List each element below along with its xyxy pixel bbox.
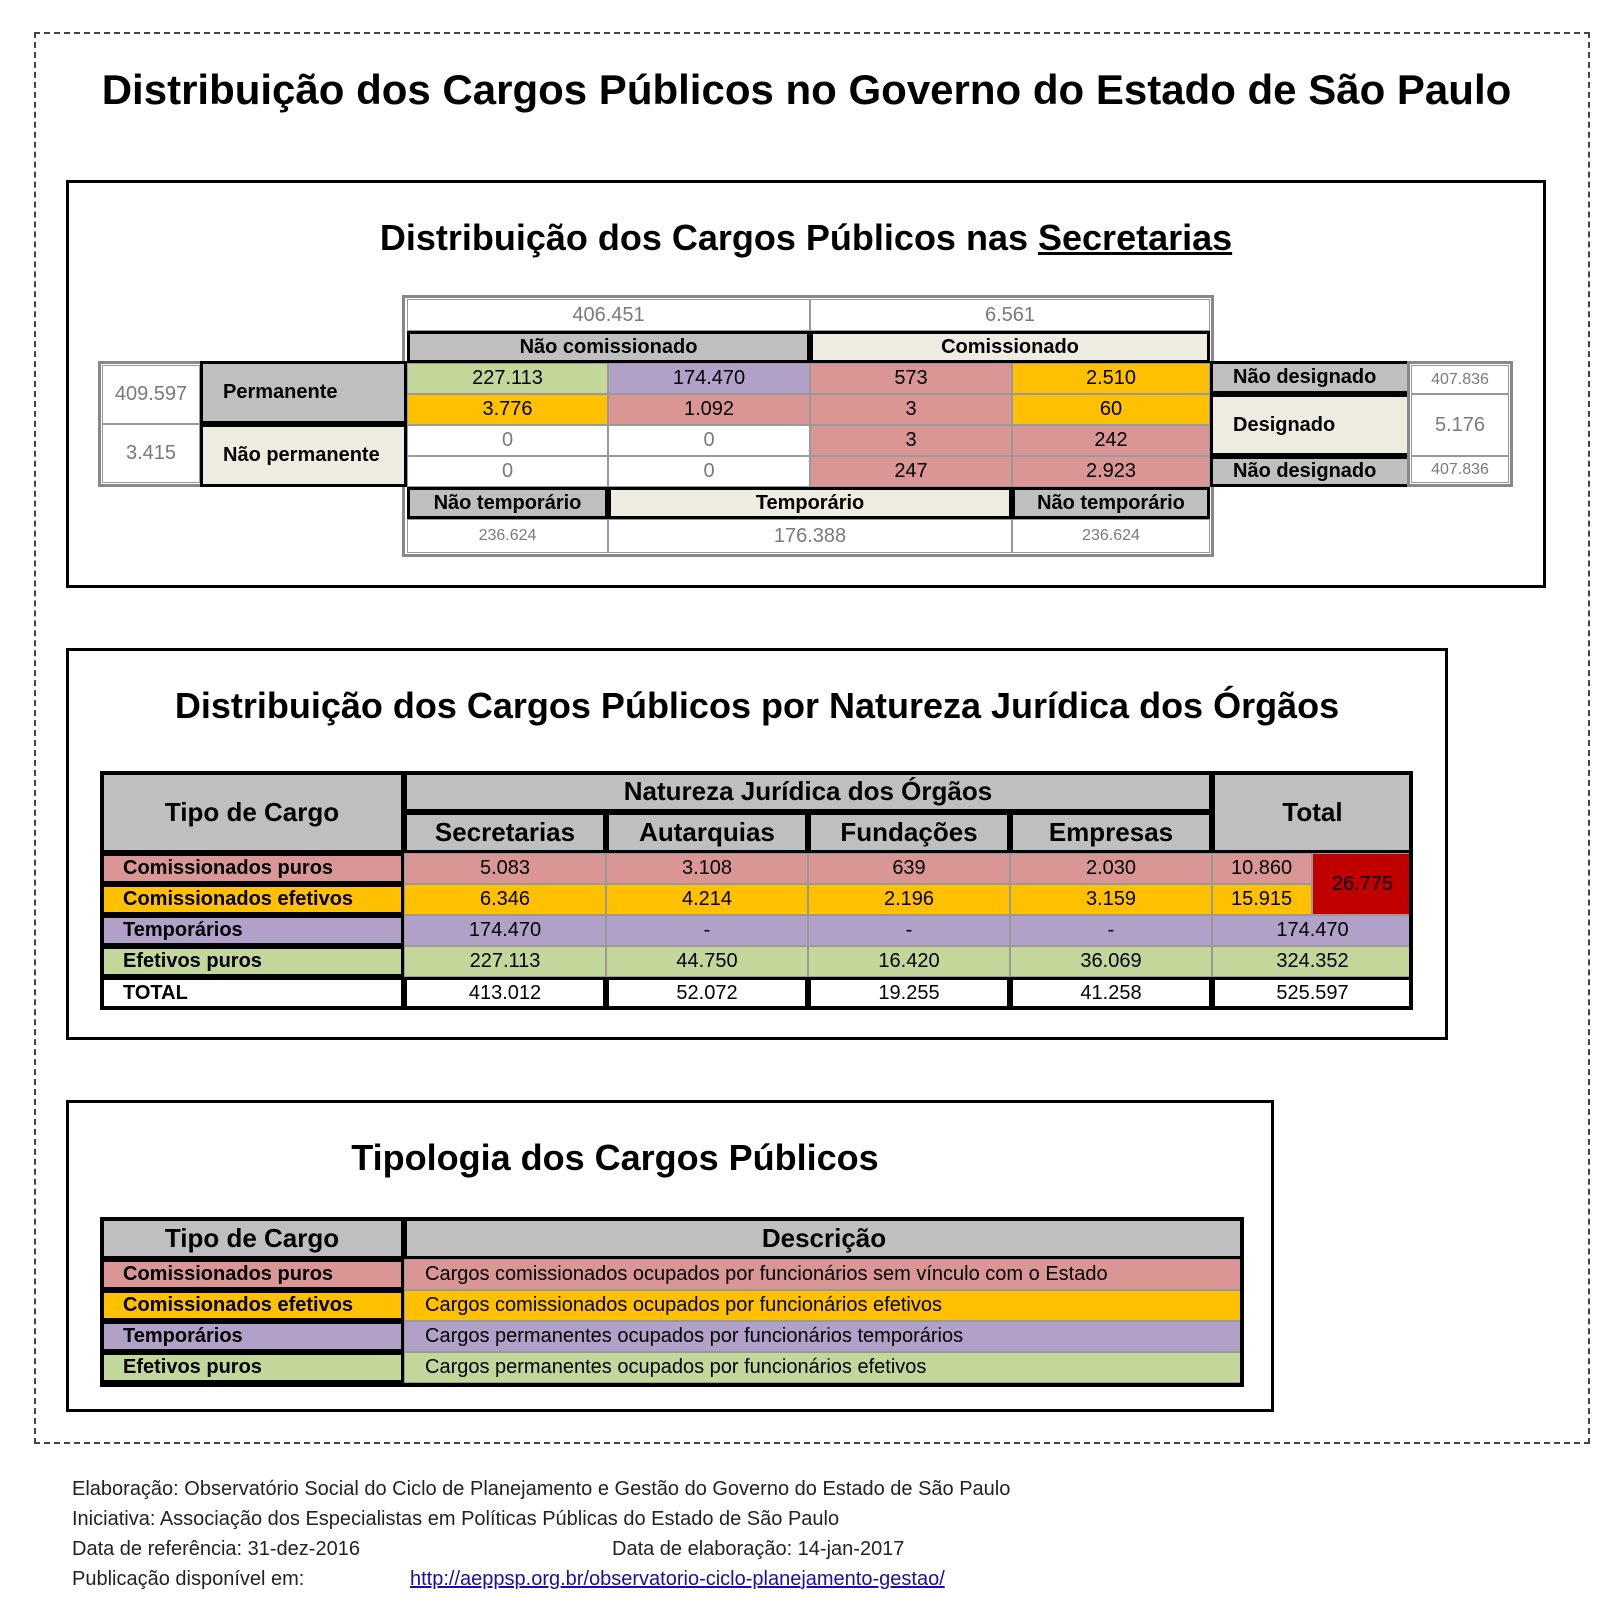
grid-cell: 247 bbox=[810, 456, 1012, 487]
footer-data-elaboracao: Data de elaboração: 14-jan-2017 bbox=[612, 1538, 905, 1560]
footer-iniciativa: Iniciativa: Associação dos Especialistas em Políticas Públicas do Estado de São Paulo bbox=[72, 1508, 840, 1530]
header-comissionado: Comissionado bbox=[810, 331, 1210, 363]
header-nao-comissionado: Não comissionado bbox=[407, 331, 810, 363]
table-cell: 4.214 bbox=[606, 884, 808, 915]
grid-cell: 2.923 bbox=[1012, 456, 1210, 487]
row-label-efetivos-puros: Efetivos puros bbox=[100, 1352, 404, 1383]
grid-cell: 0 bbox=[407, 456, 608, 487]
header-fundacoes: Fundações bbox=[808, 812, 1010, 853]
right-label-designado: Designado bbox=[1210, 394, 1410, 456]
top-total-nao-comissionado: 406.451 bbox=[407, 299, 810, 331]
header-natureza-juridica: Natureza Jurídica dos Órgãos bbox=[404, 771, 1212, 812]
table-cell: 639 bbox=[808, 853, 1010, 884]
table-cell: 2.196 bbox=[808, 884, 1010, 915]
row-label-comissionados-efetivos: Comissionados efetivos bbox=[100, 884, 404, 915]
row-label-permanente: Permanente bbox=[200, 361, 407, 424]
table-cell: - bbox=[606, 915, 808, 946]
natureza-panel-title: Distribuição dos Cargos Públicos por Natureza Jurídica dos Órgãos bbox=[174, 685, 1340, 726]
header-descricao: Descrição bbox=[404, 1217, 1244, 1259]
grid-cell: 3.776 bbox=[407, 394, 608, 425]
grid-cell: 0 bbox=[608, 425, 810, 456]
tipologia-panel-title: Tipologia dos Cargos Públicos bbox=[351, 1137, 879, 1178]
desc-comissionados-efetivos: Cargos comissionados ocupados por funcionários efetivos bbox=[404, 1290, 1244, 1321]
footer-publicacao: Publicação disponível em: bbox=[72, 1568, 305, 1590]
grid-cell: 0 bbox=[608, 456, 810, 487]
bottom-total-nao-temporario-right: 236.624 bbox=[1012, 519, 1210, 553]
table-cell: 227.113 bbox=[404, 946, 606, 977]
footer-data-referencia: Data de referência: 31-dez-2016 bbox=[72, 1538, 360, 1560]
grid-cell: 0 bbox=[407, 425, 608, 456]
right-total-nao-designado-bottom: 407.836 bbox=[1411, 456, 1509, 483]
desc-comissionados-puros: Cargos comissionados ocupados por funcionários sem vínculo com o Estado bbox=[404, 1259, 1244, 1290]
secretarias-panel-title bbox=[69, 217, 1543, 259]
bottom-label-temporario: Temporário bbox=[608, 487, 1012, 519]
bottom-total-temporario: 176.388 bbox=[608, 519, 1012, 553]
grid-cell: 242 bbox=[1012, 425, 1210, 456]
footer-publication-link[interactable]: http://aeppsp.org.br/observatorio-ciclo-planejamento-gestao/ bbox=[410, 1568, 945, 1590]
bottom-label-nao-temporario-right: Não temporário bbox=[1012, 487, 1210, 519]
row-label-comissionados-efetivos: Comissionados efetivos bbox=[100, 1290, 404, 1321]
total-comissionados-efetivos: 15.915 bbox=[1212, 884, 1312, 915]
footer-elaboracao: Elaboração: Observatório Social do Ciclo de Planejamento e Gestão do Governo do Estado de São Paulo bbox=[72, 1478, 1011, 1500]
right-total-nao-designado-top: 407.836 bbox=[1411, 365, 1509, 394]
table-cell: 3.108 bbox=[606, 853, 808, 884]
header-autarquias: Autarquias bbox=[606, 812, 808, 853]
right-total-designado: 5.176 bbox=[1411, 394, 1509, 456]
table-cell: 19.255 bbox=[808, 977, 1010, 1010]
grid-cell: 3 bbox=[810, 425, 1012, 456]
table-cell: 6.346 bbox=[404, 884, 606, 915]
row-total-nao-permanente: 3.415 bbox=[102, 424, 200, 483]
row-label-comissionados-puros: Comissionados puros bbox=[100, 853, 404, 884]
grid-cell: 573 bbox=[810, 363, 1012, 394]
header-total: Total bbox=[1212, 771, 1413, 853]
table-cell: 5.083 bbox=[404, 853, 606, 884]
header-secretarias: Secretarias bbox=[404, 812, 606, 853]
tipologia-panel bbox=[66, 1100, 1274, 1412]
header-tipo-de-cargo: Tipo de Cargo bbox=[100, 1217, 404, 1259]
total-comissionados-combined: 26.775 bbox=[1312, 853, 1413, 915]
header-empresas: Empresas bbox=[1010, 812, 1212, 853]
row-total-permanente: 409.597 bbox=[102, 365, 200, 424]
page-title: Distribuição dos Cargos Públicos no Governo do Estado de São Paulo bbox=[101, 66, 1512, 113]
table-cell: 36.069 bbox=[1010, 946, 1212, 977]
row-label-temporarios: Temporários bbox=[100, 915, 404, 946]
row-label-comissionados-puros: Comissionados puros bbox=[100, 1259, 404, 1290]
table-cell: 3.159 bbox=[1010, 884, 1212, 915]
grid-cell: 3 bbox=[810, 394, 1012, 425]
bottom-total-nao-temporario-left: 236.624 bbox=[407, 519, 608, 553]
total-comissionados-puros: 10.860 bbox=[1212, 853, 1312, 884]
table-cell: - bbox=[1010, 915, 1212, 946]
table-cell: 41.258 bbox=[1010, 977, 1212, 1010]
grid-cell: 174.470 bbox=[608, 363, 810, 394]
row-label-temporarios: Temporários bbox=[100, 1321, 404, 1352]
bottom-label-nao-temporario-left: Não temporário bbox=[407, 487, 608, 519]
row-label-total: TOTAL bbox=[100, 977, 404, 1010]
natureza-panel bbox=[66, 648, 1448, 1040]
desc-temporarios: Cargos permanentes ocupados por funcionários temporários bbox=[404, 1321, 1244, 1352]
total-temporarios: 174.470 bbox=[1212, 915, 1413, 946]
right-label-nao-designado-top: Não designado bbox=[1210, 361, 1410, 394]
top-total-comissionado: 6.561 bbox=[810, 299, 1210, 331]
grid-cell: 60 bbox=[1012, 394, 1210, 425]
title-prefix: Distribuição dos Cargos Públicos nas bbox=[379, 217, 1038, 258]
table-cell: 413.012 bbox=[404, 977, 606, 1010]
table-cell: 44.750 bbox=[606, 946, 808, 977]
table-cell: 52.072 bbox=[606, 977, 808, 1010]
table-cell: 174.470 bbox=[404, 915, 606, 946]
desc-efetivos-puros: Cargos permanentes ocupados por funcionários efetivos bbox=[404, 1352, 1244, 1383]
grid-cell: 1.092 bbox=[608, 394, 810, 425]
row-label-nao-permanente: Não permanente bbox=[200, 424, 407, 487]
total-grand: 525.597 bbox=[1212, 977, 1413, 1010]
table-cell: - bbox=[808, 915, 1010, 946]
row-label-efetivos-puros: Efetivos puros bbox=[100, 946, 404, 977]
secretarias-panel bbox=[66, 180, 1546, 588]
right-label-nao-designado-bottom: Não designado bbox=[1210, 456, 1410, 487]
grid-cell: 2.510 bbox=[1012, 363, 1210, 394]
total-efetivos-puros: 324.352 bbox=[1212, 946, 1413, 977]
grid-cell: 227.113 bbox=[407, 363, 608, 394]
header-tipo-de-cargo: Tipo de Cargo bbox=[100, 771, 404, 853]
table-cell: 16.420 bbox=[808, 946, 1010, 977]
title-underlined: Secretarias bbox=[1038, 217, 1233, 258]
table-cell: 2.030 bbox=[1010, 853, 1212, 884]
